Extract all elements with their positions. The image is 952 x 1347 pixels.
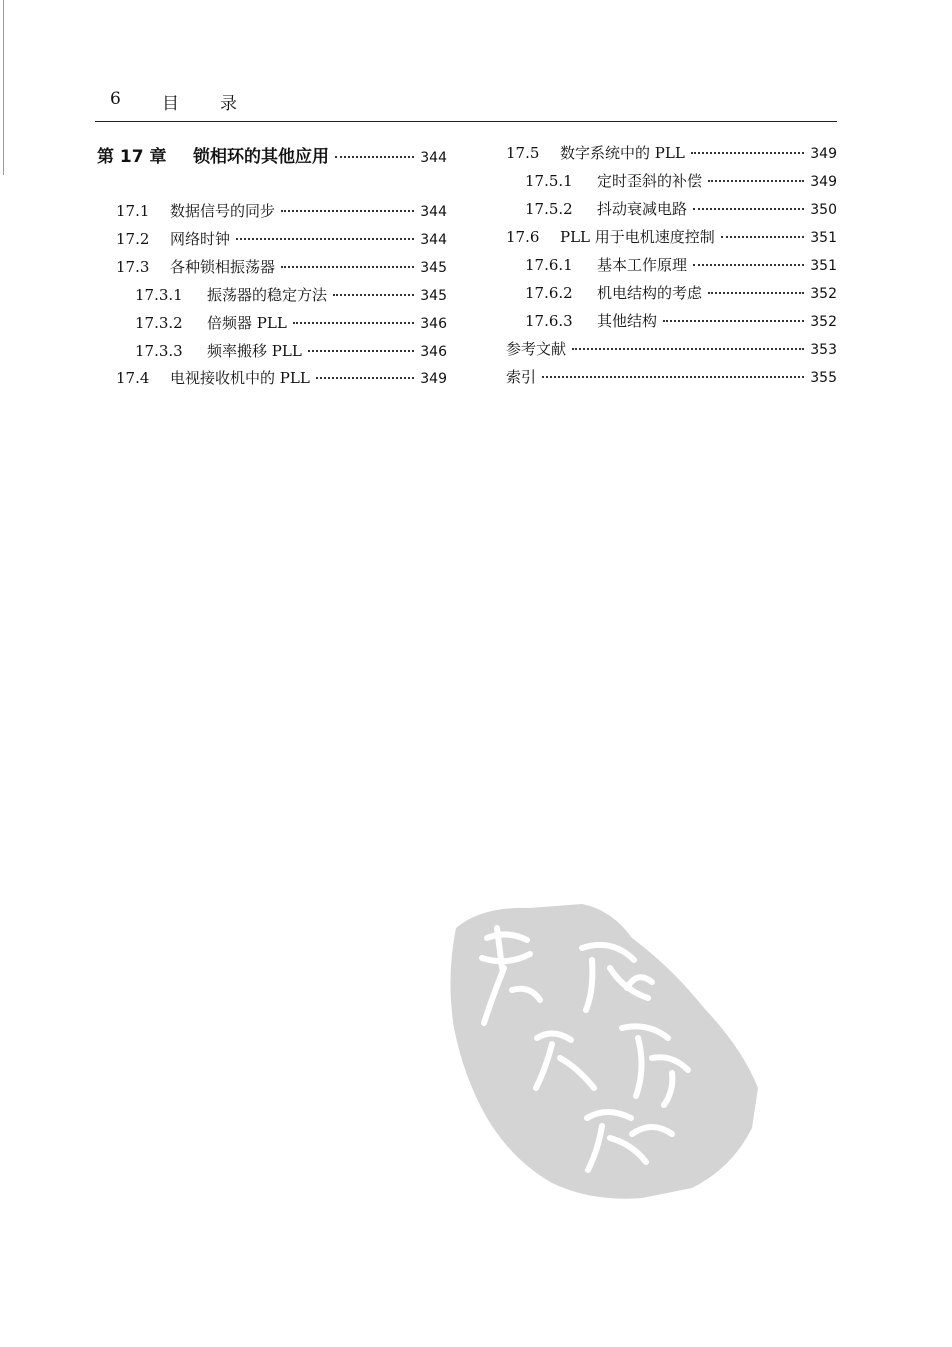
toc-page-number: 349 <box>810 174 837 190</box>
toc-title: 机电结构的考虑 <box>597 284 703 302</box>
library-seal-stamp <box>442 898 762 1208</box>
toc-title: 振荡器的稳定方法 <box>207 286 328 304</box>
toc-title: 定时歪斜的补偿 <box>597 172 703 190</box>
toc-number: 17.4 <box>116 369 150 387</box>
toc-entry-17-2[interactable] <box>116 228 447 250</box>
toc-leader-dots <box>335 156 414 158</box>
toc-title: 其他结构 <box>597 312 658 330</box>
toc-page-number: 352 <box>810 286 837 302</box>
toc-page-number: 350 <box>810 202 837 218</box>
toc-page-number: 346 <box>420 344 447 360</box>
toc-number: 17.5.2 <box>525 200 573 218</box>
toc-number: 17.6.3 <box>525 312 573 330</box>
toc-title: 抖动衰减电路 <box>597 200 688 218</box>
toc-title: 数据信号的同步 <box>170 202 276 220</box>
toc-entry-17-5-1[interactable] <box>525 170 837 192</box>
toc-page-number: 345 <box>420 260 447 276</box>
toc-page-number: 349 <box>420 371 447 387</box>
toc-number: 17.3 <box>116 258 150 276</box>
toc-leader-dots <box>293 322 414 324</box>
toc-entry-17-3-2[interactable] <box>135 312 447 334</box>
toc-number: 第 17 章 <box>97 147 167 167</box>
toc-leader-dots <box>721 236 804 238</box>
toc-number: 17.2 <box>116 230 150 248</box>
toc-page-number: 345 <box>420 288 447 304</box>
toc-number: 17.5.1 <box>525 172 573 190</box>
toc-entry-17-6[interactable] <box>506 226 837 248</box>
toc-title: 参考文献 <box>506 340 567 358</box>
header-title-char-1: 目 <box>162 94 179 114</box>
toc-entry-index[interactable] <box>506 366 837 388</box>
page-number: 6 <box>110 89 121 109</box>
toc-entry-17-1[interactable] <box>116 200 447 222</box>
toc-entry-references[interactable] <box>506 338 837 360</box>
toc-entry-17-5-2[interactable] <box>525 198 837 220</box>
toc-entry-17-6-1[interactable] <box>525 254 837 276</box>
toc-leader-dots <box>708 292 804 294</box>
toc-entry-17-4[interactable] <box>116 367 447 389</box>
toc-leader-dots <box>316 377 414 379</box>
toc-title: 基本工作原理 <box>597 256 688 274</box>
toc-chapter-17[interactable] <box>97 142 447 167</box>
toc-leader-dots <box>572 348 804 350</box>
toc-entry-17-5[interactable] <box>506 142 837 164</box>
toc-number: 17.6.2 <box>525 284 573 302</box>
toc-number: 17.6 <box>506 228 540 246</box>
toc-number: 17.6.1 <box>525 256 573 274</box>
toc-entry-17-3-3[interactable] <box>135 340 447 362</box>
toc-number: 17.5 <box>506 144 540 162</box>
toc-title: PLL 用于电机速度控制 <box>560 228 715 246</box>
toc-leader-dots <box>308 350 414 352</box>
toc-page-number: 344 <box>420 232 447 248</box>
toc-page-number: 352 <box>810 314 837 330</box>
toc-entry-17-3[interactable] <box>116 256 447 278</box>
toc-leader-dots <box>663 320 804 322</box>
toc-leader-dots <box>281 210 414 212</box>
toc-page-number: 346 <box>420 316 447 332</box>
toc-title: 电视接收机中的 PLL <box>170 369 310 387</box>
toc-leader-dots <box>691 152 804 154</box>
toc-title: 频率搬移 PLL <box>207 342 302 360</box>
toc-number: 17.3.2 <box>135 314 183 332</box>
header-rule <box>95 121 837 122</box>
toc-page-number: 349 <box>810 146 837 162</box>
toc-title: 各种锁相振荡器 <box>170 258 276 276</box>
toc-entry-17-6-3[interactable] <box>525 310 837 332</box>
toc-entry-17-6-2[interactable] <box>525 282 837 304</box>
header-title-char-2: 录 <box>220 94 237 114</box>
toc-number: 17.3.3 <box>135 342 183 360</box>
toc-title: 网络时钟 <box>170 230 231 248</box>
toc-title: 倍频器 PLL <box>207 314 287 332</box>
toc-leader-dots <box>333 294 414 296</box>
toc-title: 锁相环的其他应用 <box>193 147 329 167</box>
toc-page-number: 344 <box>420 150 447 166</box>
toc-leader-dots <box>542 376 804 378</box>
page-edge-line <box>3 0 4 175</box>
toc-title: 索引 <box>506 368 537 386</box>
toc-entry-17-3-1[interactable] <box>135 284 447 306</box>
toc-title: 数字系统中的 PLL <box>560 144 685 162</box>
toc-leader-dots <box>236 238 414 240</box>
toc-leader-dots <box>708 180 804 182</box>
toc-page-number: 351 <box>810 230 837 246</box>
toc-number: 17.1 <box>116 202 150 220</box>
seal-graphic <box>442 898 762 1208</box>
toc-page-number: 351 <box>810 258 837 274</box>
toc-number: 17.3.1 <box>135 286 183 304</box>
toc-leader-dots <box>693 208 804 210</box>
toc-page-number: 344 <box>420 204 447 220</box>
toc-leader-dots <box>693 264 804 266</box>
toc-leader-dots <box>281 266 414 268</box>
toc-page-number: 355 <box>810 370 837 386</box>
toc-page-number: 353 <box>810 342 837 358</box>
